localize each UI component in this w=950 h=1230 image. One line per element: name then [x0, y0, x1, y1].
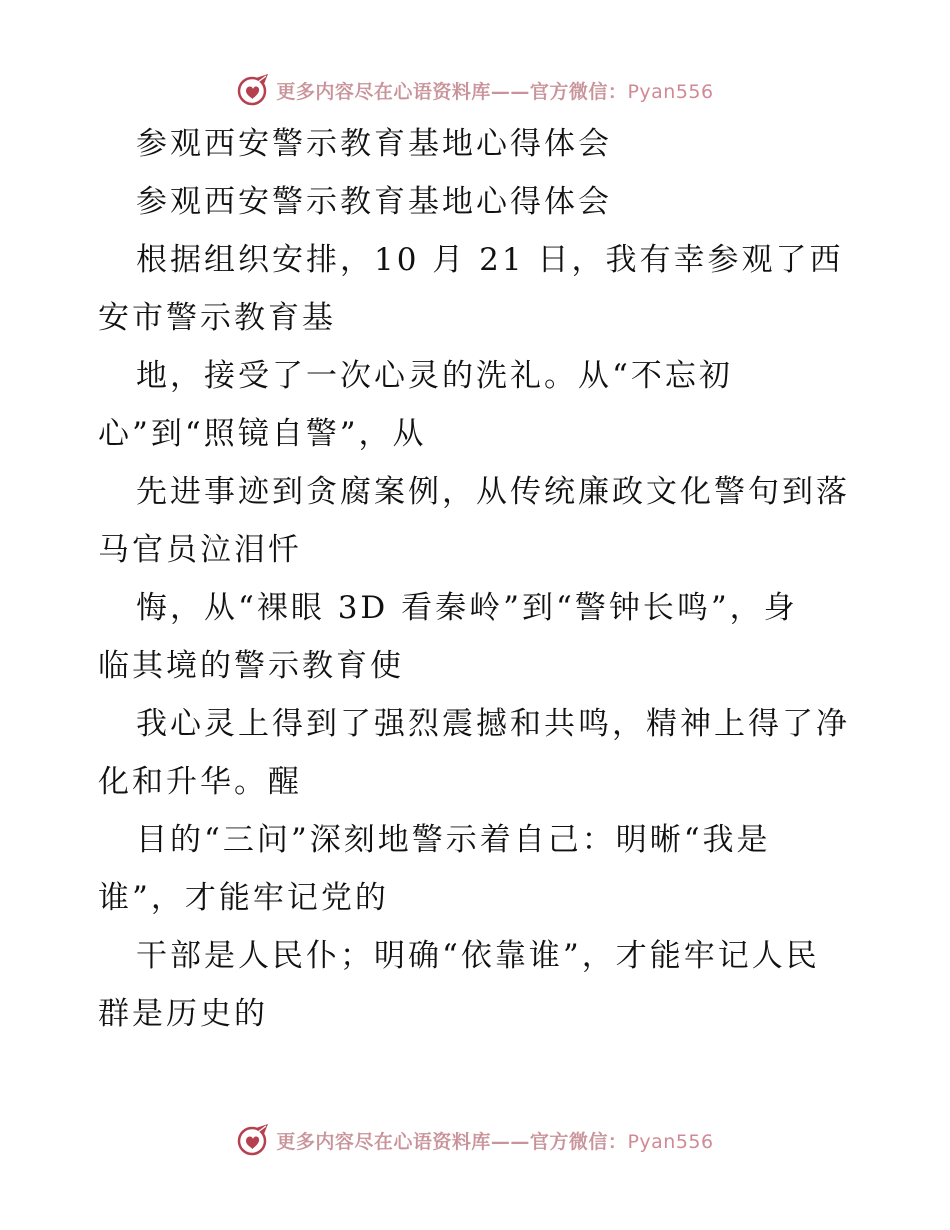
document-line: 目的“三问”深刻地警示着自己：明晰“我是	[136, 822, 771, 858]
document-line: 参观西安警示教育基地心得体会	[136, 126, 612, 162]
document-line: 临其境的警示教育使	[98, 648, 404, 684]
footer-watermark-banner	[0, 1120, 950, 1160]
document-line: 干部是人民仆；明确“依靠谁”，才能牢记人民	[136, 938, 820, 974]
banner-wechat-id: Pyan556	[627, 80, 714, 103]
banner-separator: ——	[490, 80, 530, 103]
document-body	[98, 115, 858, 1043]
document-line: 先进事迹到贪腐案例，从传统廉政文化警句到落	[136, 474, 850, 510]
banner-official: 官方微信：	[529, 1130, 628, 1153]
header-watermark-banner	[0, 70, 950, 110]
document-line: 化和升华。醒	[98, 764, 302, 800]
banner-text	[276, 77, 713, 104]
banner-brand: 更多内容尽在心语资料库	[276, 1130, 491, 1153]
heart-pen-logo-icon	[236, 1122, 272, 1158]
document-line: 心”到“照镜自警”，从	[98, 416, 427, 452]
document-line: 马官员泣泪忏	[98, 532, 302, 568]
banner-brand: 更多内容尽在心语资料库	[276, 80, 491, 103]
banner-separator: ——	[490, 1130, 530, 1153]
document-line: 参观西安警示教育基地心得体会	[136, 184, 612, 220]
banner-official: 官方微信：	[529, 80, 628, 103]
banner-text	[276, 1127, 713, 1154]
document-line: 安市警示教育基	[98, 300, 336, 336]
document-line: 谁”，才能牢记党的	[98, 880, 389, 916]
document-line: 我心灵上得到了强烈震撼和共鸣，精神上得了净	[136, 706, 850, 742]
document-line: 群是历史的	[98, 996, 268, 1032]
document-line: 悔，从“裸眼 3D 看秦岭”到“警钟长鸣”，身	[136, 590, 798, 626]
heart-pen-logo-icon	[236, 72, 272, 108]
banner-wechat-id: Pyan556	[627, 1130, 714, 1153]
document-line: 地，接受了一次心灵的洗礼。从“不忘初	[136, 358, 733, 394]
document-line: 根据组织安排，10 月 21 日，我有幸参观了西	[136, 242, 844, 278]
